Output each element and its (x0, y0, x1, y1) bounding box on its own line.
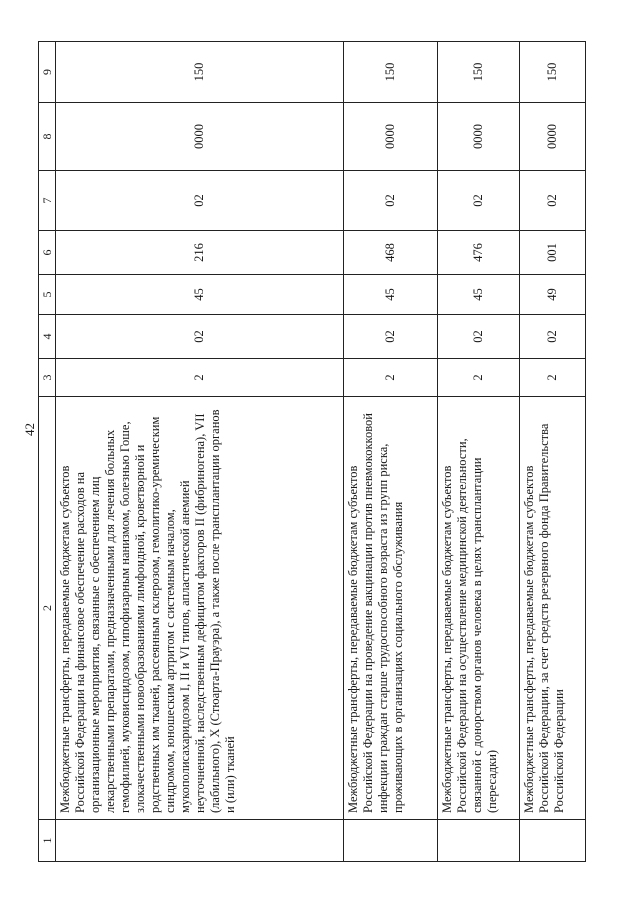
table-row (520, 42, 586, 862)
column-number: 9 (39, 42, 56, 103)
code-cell: 02 (56, 315, 344, 359)
rotated-page (38, 42, 586, 862)
code-cell: 02 (520, 171, 586, 231)
budget-classification-table (38, 41, 586, 862)
code-cell: 02 (438, 171, 520, 231)
page-number: 42 (22, 423, 37, 436)
code-cell: 02 (438, 315, 520, 359)
code-cell: 2 (520, 359, 586, 397)
description-cell: Межбюджетные трансферты, передаваемые бюджетам субъектов Российской Федерации, за счет средств резервного фонда Правительства Российской Федерации (520, 397, 586, 820)
code-cell: 49 (520, 275, 586, 315)
code-cell: 45 (438, 275, 520, 315)
code-cell: 0000 (56, 103, 344, 171)
code-cell: 476 (438, 231, 520, 275)
table-row (56, 42, 344, 862)
row-number-cell (438, 820, 520, 862)
column-number: 1 (39, 820, 56, 862)
row-number-cell (56, 820, 344, 862)
column-number: 3 (39, 359, 56, 397)
description-cell: Межбюджетные трансферты, передаваемые бюджетам субъектов Российской Федерации на финансовое обеспечение расходов на организационные мероприятия, связанные с обеспечением лиц лекарственными препаратами, предназначенными для лечения больных гемофилией, муковисцидозом, гипофизарным нанизмом, болезнью Гоше, злокачественными новообразованиями лимфоидной, кроветворной и родственных им тканей, рассеянным склерозом, гемолитико-уремическим синдромом, юношеским артритом с системным началом, мукополисахаридозом I, II и VI типов, апластической анемией неуточненной, наследственным дефицитом факторов II (фибриногена), VII (лабильного), X (Стюарта-Прауэра), а также после трансплантации органов и (или) тканей (56, 397, 344, 820)
column-number: 8 (39, 103, 56, 171)
code-cell: 150 (56, 42, 344, 103)
code-cell: 45 (56, 275, 344, 315)
column-number: 4 (39, 315, 56, 359)
column-number: 6 (39, 231, 56, 275)
code-cell: 0000 (344, 103, 438, 171)
code-cell: 02 (344, 171, 438, 231)
table-row (438, 42, 520, 862)
column-number-row (39, 42, 56, 862)
code-cell: 2 (438, 359, 520, 397)
code-cell: 2 (56, 359, 344, 397)
code-cell: 02 (344, 315, 438, 359)
code-cell: 468 (344, 231, 438, 275)
code-cell: 216 (56, 231, 344, 275)
code-cell: 2 (344, 359, 438, 397)
column-number: 7 (39, 171, 56, 231)
table-row (344, 42, 438, 862)
code-cell: 45 (344, 275, 438, 315)
row-number-cell (520, 820, 586, 862)
code-cell: 001 (520, 231, 586, 275)
code-cell: 150 (520, 42, 586, 103)
code-cell: 02 (56, 171, 344, 231)
code-cell: 150 (344, 42, 438, 103)
code-cell: 150 (438, 42, 520, 103)
description-cell: Межбюджетные трансферты, передаваемые бюджетам субъектов Российской Федерации на проведение вакцинации против пневмококковой инфекции граждан старше трудоспособного возраста из групп риска, проживающих в организациях социального обслуживания (344, 397, 438, 820)
row-number-cell (344, 820, 438, 862)
column-number: 5 (39, 275, 56, 315)
code-cell: 02 (520, 315, 586, 359)
description-cell: Межбюджетные трансферты, передаваемые бюджетам субъектов Российской Федерации на осуществление медицинской деятельности, связанной с донорством органов человека в целях трансплантации (пересадки) (438, 397, 520, 820)
code-cell: 0000 (520, 103, 586, 171)
column-number: 2 (39, 397, 56, 820)
code-cell: 0000 (438, 103, 520, 171)
